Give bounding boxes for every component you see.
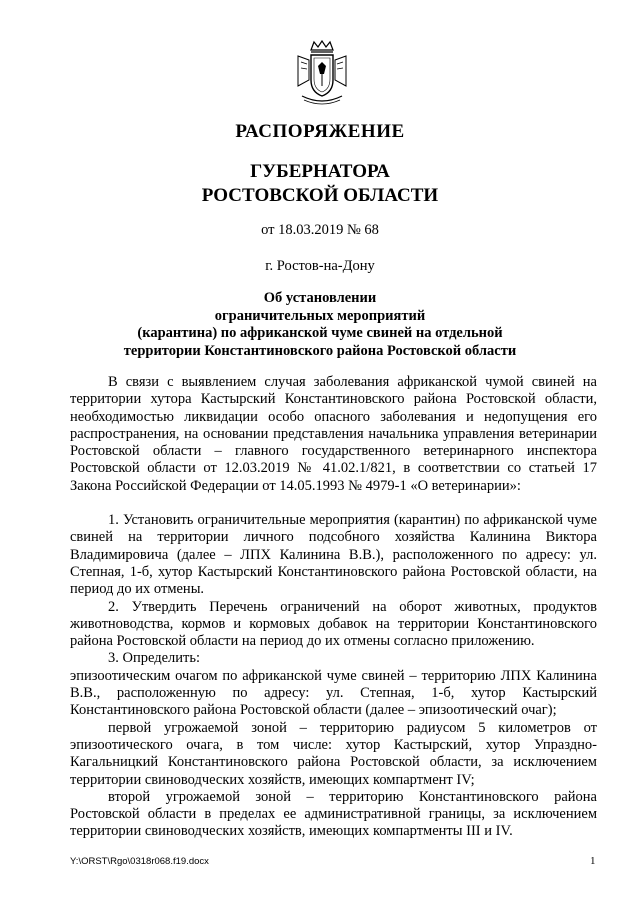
subject-line-3: (карантина) по африканской чуме свиней на отдельной (137, 325, 503, 342)
issuer-line-1: ГУБЕРНАТОРА (250, 161, 390, 182)
document-body (70, 374, 597, 841)
document-city: г. Ростов-на-Дону (265, 258, 375, 274)
item-1-paragraph: 1. Установить ограничительные мероприятия (карантин) по африканской чуме свиней на территории личного подсобного хозяйства Калинина Виктора Владимировича (далее – ЛПХ Калинина В.В.), расположенного по адресу: ул. Степная, 1-б, хутор Кастырский Константиновского района Ростовской области, на период до их отмены. (70, 512, 597, 598)
item-3a-paragraph: эпизоотическим очагом по африканской чуме свиней – территорию ЛПХ Калинина В.В., расположенную по адресу: ул. Степная, 1-б, хутор Кастырский Константиновского района Ростовской области (далее – эпизоотический очаг); (70, 667, 597, 719)
subject-line-2: ограничительных мероприятий (214, 307, 426, 324)
item-2-paragraph: 2. Утвердить Перечень ограничений на оборот животных, продуктов животноводства, кормов и кормовых добавок на территории Константиновского района Ростовской области на период до их отмены согласно приложению. (70, 598, 597, 650)
paragraph-gap (70, 495, 597, 512)
coat-of-arms-icon (294, 40, 350, 108)
preamble-paragraph: В связи с выявлением случая заболевания африканской чумой свиней на территории хутора Кастырский Константиновского района Ростовской области, необходимостью ликвидации особо опасного заболевания и недопущения его распространения, на основании представления начальника управления ветеринарии Ростовской области – главного государственного ветеринарного инспектора Ростовской области от 12.03.2019 № 41.02.1/821, в соответствии со статьей 17 Закона Российской Федерации от 14.05.1993 № 4979-1 «О ветеринарии»: (70, 374, 597, 494)
item-3-paragraph: 3. Определить: (108, 650, 201, 667)
item-3b-paragraph: первой угрожаемой зоной – территорию радиусом 5 километров от эпизоотического очага, в том числе: хутор Кастырский, хутор Упраздно-Кагальницкий Константиновского района Ростовской области, за исключением территории свиноводческих хозяйств, имеющих компартмент IV; (70, 719, 597, 788)
document-subject (60, 290, 580, 360)
page-number: 1 (590, 855, 596, 867)
issuer-heading (0, 160, 640, 208)
subject-line-1: Об установлении (263, 290, 377, 306)
issuer-line-2: РОСТОВСКОЙ ОБЛАСТИ (201, 185, 439, 206)
footer-file-path: Y:\ORST\Rgo\0318r068.f19.docx (70, 856, 209, 867)
subject-line-4: территории Константиновского района Ростовской области (123, 342, 517, 359)
item-3c-paragraph: второй угрожаемой зоной – территорию Константиновского района Ростовской области в пределах ее административной границы, за исключением территории свиноводческих хозяйств, имеющих компартменты III и IV. (70, 788, 597, 840)
document-date-number: от 18.03.2019 № 68 (261, 222, 379, 238)
document-title: РАСПОРЯЖЕНИЕ (235, 121, 405, 142)
